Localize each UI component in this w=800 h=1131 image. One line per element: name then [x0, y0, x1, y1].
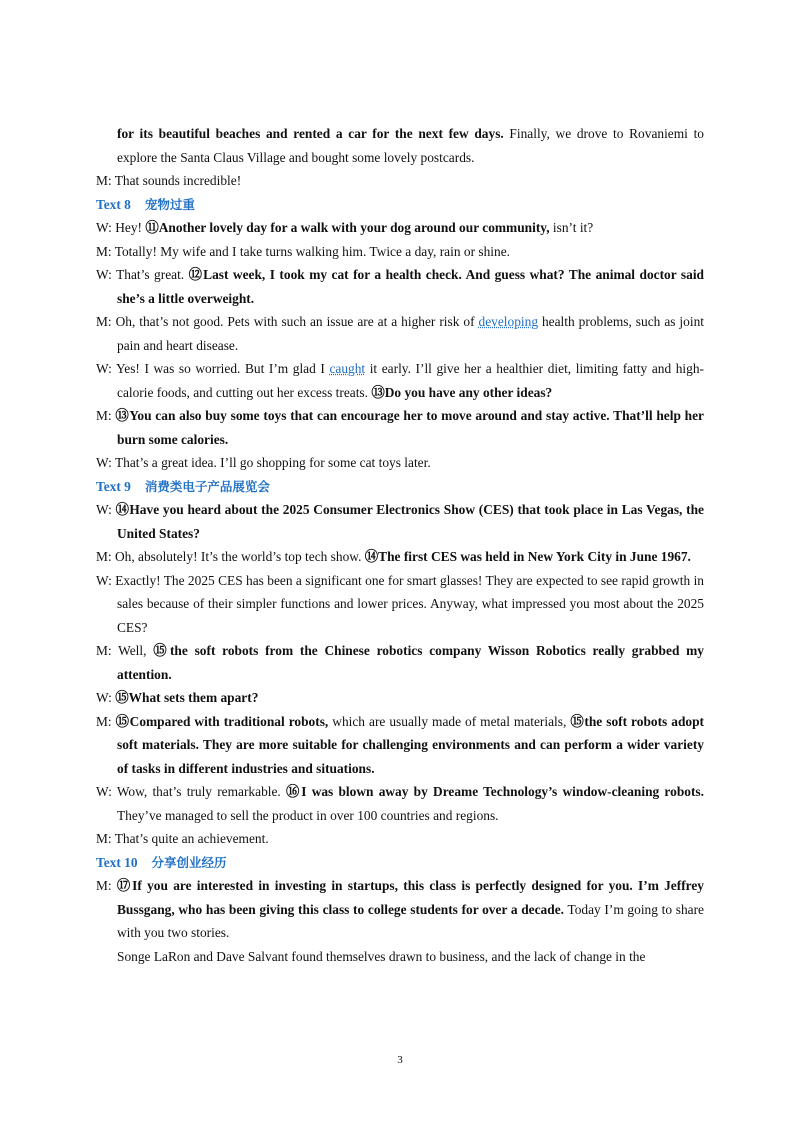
dialogue-line: M: ⑮Compared with traditional robots, which are usually made of metal materials, ⑮the soft robots adopt soft materials. They are more suitable for challenging environments and can perform a wider variety of tasks in different industries and situations. — [96, 713, 705, 776]
bold-text: ⑪Another lovely day for a walk with your dog around our community, — [145, 220, 550, 235]
bold-text: ⑯I was blown away by Dreame Technology’s window-cleaning robots. — [286, 784, 704, 799]
bold-text: ⑮What sets them apart? — [115, 690, 259, 705]
paragraph-text: Songe LaRon and Dave Salvant found themselves drawn to business, and the lack of change in the — [117, 948, 646, 964]
highlighted-word: caught — [329, 361, 366, 376]
bold-text: ⑮Compared with traditional robots, — [115, 713, 329, 729]
dialogue-line: M: ⑰If you are interested in investing in startups, this class is perfectly designed for you. I’m Jeffrey Bussgang, who has been giving this class to college students for over a decade. Today I’m going to share with you two stories. — [96, 878, 704, 940]
dialogue-line: M: That’s quite an achievement. — [96, 831, 269, 846]
document-body — [96, 122, 704, 968]
dialogue-line: M: Oh, absolutely! It’s the world’s top tech show. ⑭The first CES was held in New York City in June 1967. — [96, 549, 691, 564]
heading-label: Text 9 — [96, 478, 131, 494]
dialogue-line: W: Wow, that’s truly remarkable. ⑯I was blown away by Dreame Technology’s window-cleaning robots. They’ve managed to sell the product in over 100 countries and regions. — [96, 784, 704, 823]
bold-text: ⑮the soft robots from the Chinese robotics company Wisson Robotics really grabbed my attention. — [117, 643, 704, 682]
dialogue-line: W: That’s great. ⑫Last week, I took my cat for a health check. And guess what? The animal doctor said she’s a little overweight. — [96, 267, 704, 306]
bold-text: ⑬Do you have any other ideas? — [371, 384, 553, 400]
section-heading-text10 — [96, 851, 704, 875]
bold-text: ⑰If you are interested in investing in startups, this class is perfectly designed for you. I’m Jeffrey Bussgang, who has been giving this class to college students for over a decade. — [116, 878, 704, 917]
bold-text: ⑭The first CES was held in New York City in June 1967. — [364, 549, 691, 564]
section-heading-text8 — [96, 193, 704, 217]
dialogue-line: W: That’s a great idea. I’ll go shopping for some cat toys later. — [96, 455, 431, 470]
heading-title: 消费类电子产品展览会 — [144, 478, 270, 494]
section-heading-text9 — [96, 475, 704, 499]
bold-text: ⑫Last week, I took my cat for a health check. And guess what? The animal doctor said she’s a little overweight. — [117, 267, 704, 306]
body-text: Finally, we drove to Rovaniemi to explore the Santa Claus Village and bought some lovely postcards. — [117, 126, 704, 165]
heading-title: 分享创业经历 — [151, 854, 227, 870]
bold-text: ⑬You can also buy some toys that can encourage her to move around and stay active. That’ll help her burn some calories. — [115, 408, 704, 447]
heading-label: Text 10 — [96, 854, 138, 870]
dialogue-line: M: Oh, that’s not good. Pets with such an issue are at a higher risk of developing health problems, such as joint pain and heart disease. — [96, 314, 704, 353]
page-number: 3 — [397, 1054, 403, 1066]
bold-text: for its beautiful beaches and rented a car for the next few days. — [117, 126, 504, 141]
bold-text: ⑭Have you heard about the 2025 Consumer Electronics Show (CES) that took place in Las Vegas, the United States? — [115, 502, 704, 541]
dialogue-line: W: ⑭Have you heard about the 2025 Consumer Electronics Show (CES) that took place in Las Vegas, the United States? — [96, 502, 704, 541]
dialogue-line: W: Yes! I was so worried. But I’m glad I caught it early. I’ll give her a healthier diet, limiting fatty and high-calorie foods, and cutting out her excess treats. ⑬Do you have any other ideas? — [96, 361, 704, 400]
paragraph-continuation — [96, 122, 704, 169]
dialogue-line: M: ⑬You can also buy some toys that can encourage her to move around and stay active. That’ll help her burn some calories. — [96, 408, 704, 447]
heading-title: 宠物过重 — [144, 196, 195, 212]
heading-label: Text 8 — [96, 196, 131, 212]
dialogue-line: W: ⑮What sets them apart? — [96, 690, 259, 705]
dialogue-line: W: Exactly! The 2025 CES has been a significant one for smart glasses! They are expected to see rapid growth in sales because of their simpler functions and lower prices. Anyway, what impressed you most about the 2025 CES? — [96, 572, 704, 635]
bold-text: ⑮the soft robots adopt soft materials. They are more suitable for challenging environments and can perform a wider variety of tasks in different industries and situations. — [117, 713, 705, 776]
dialogue-line: M: Totally! My wife and I take turns walking him. Twice a day, rain or shine. — [96, 243, 511, 259]
dialogue-line: M: Well, ⑮the soft robots from the Chinese robotics company Wisson Robotics really grabbed my attention. — [96, 643, 704, 682]
dialogue-line: M: That sounds incredible! — [96, 173, 242, 188]
dialogue-line: W: Hey! ⑪Another lovely day for a walk with your dog around our community, isn’t it? — [96, 220, 594, 235]
highlighted-word: developing — [478, 314, 539, 329]
